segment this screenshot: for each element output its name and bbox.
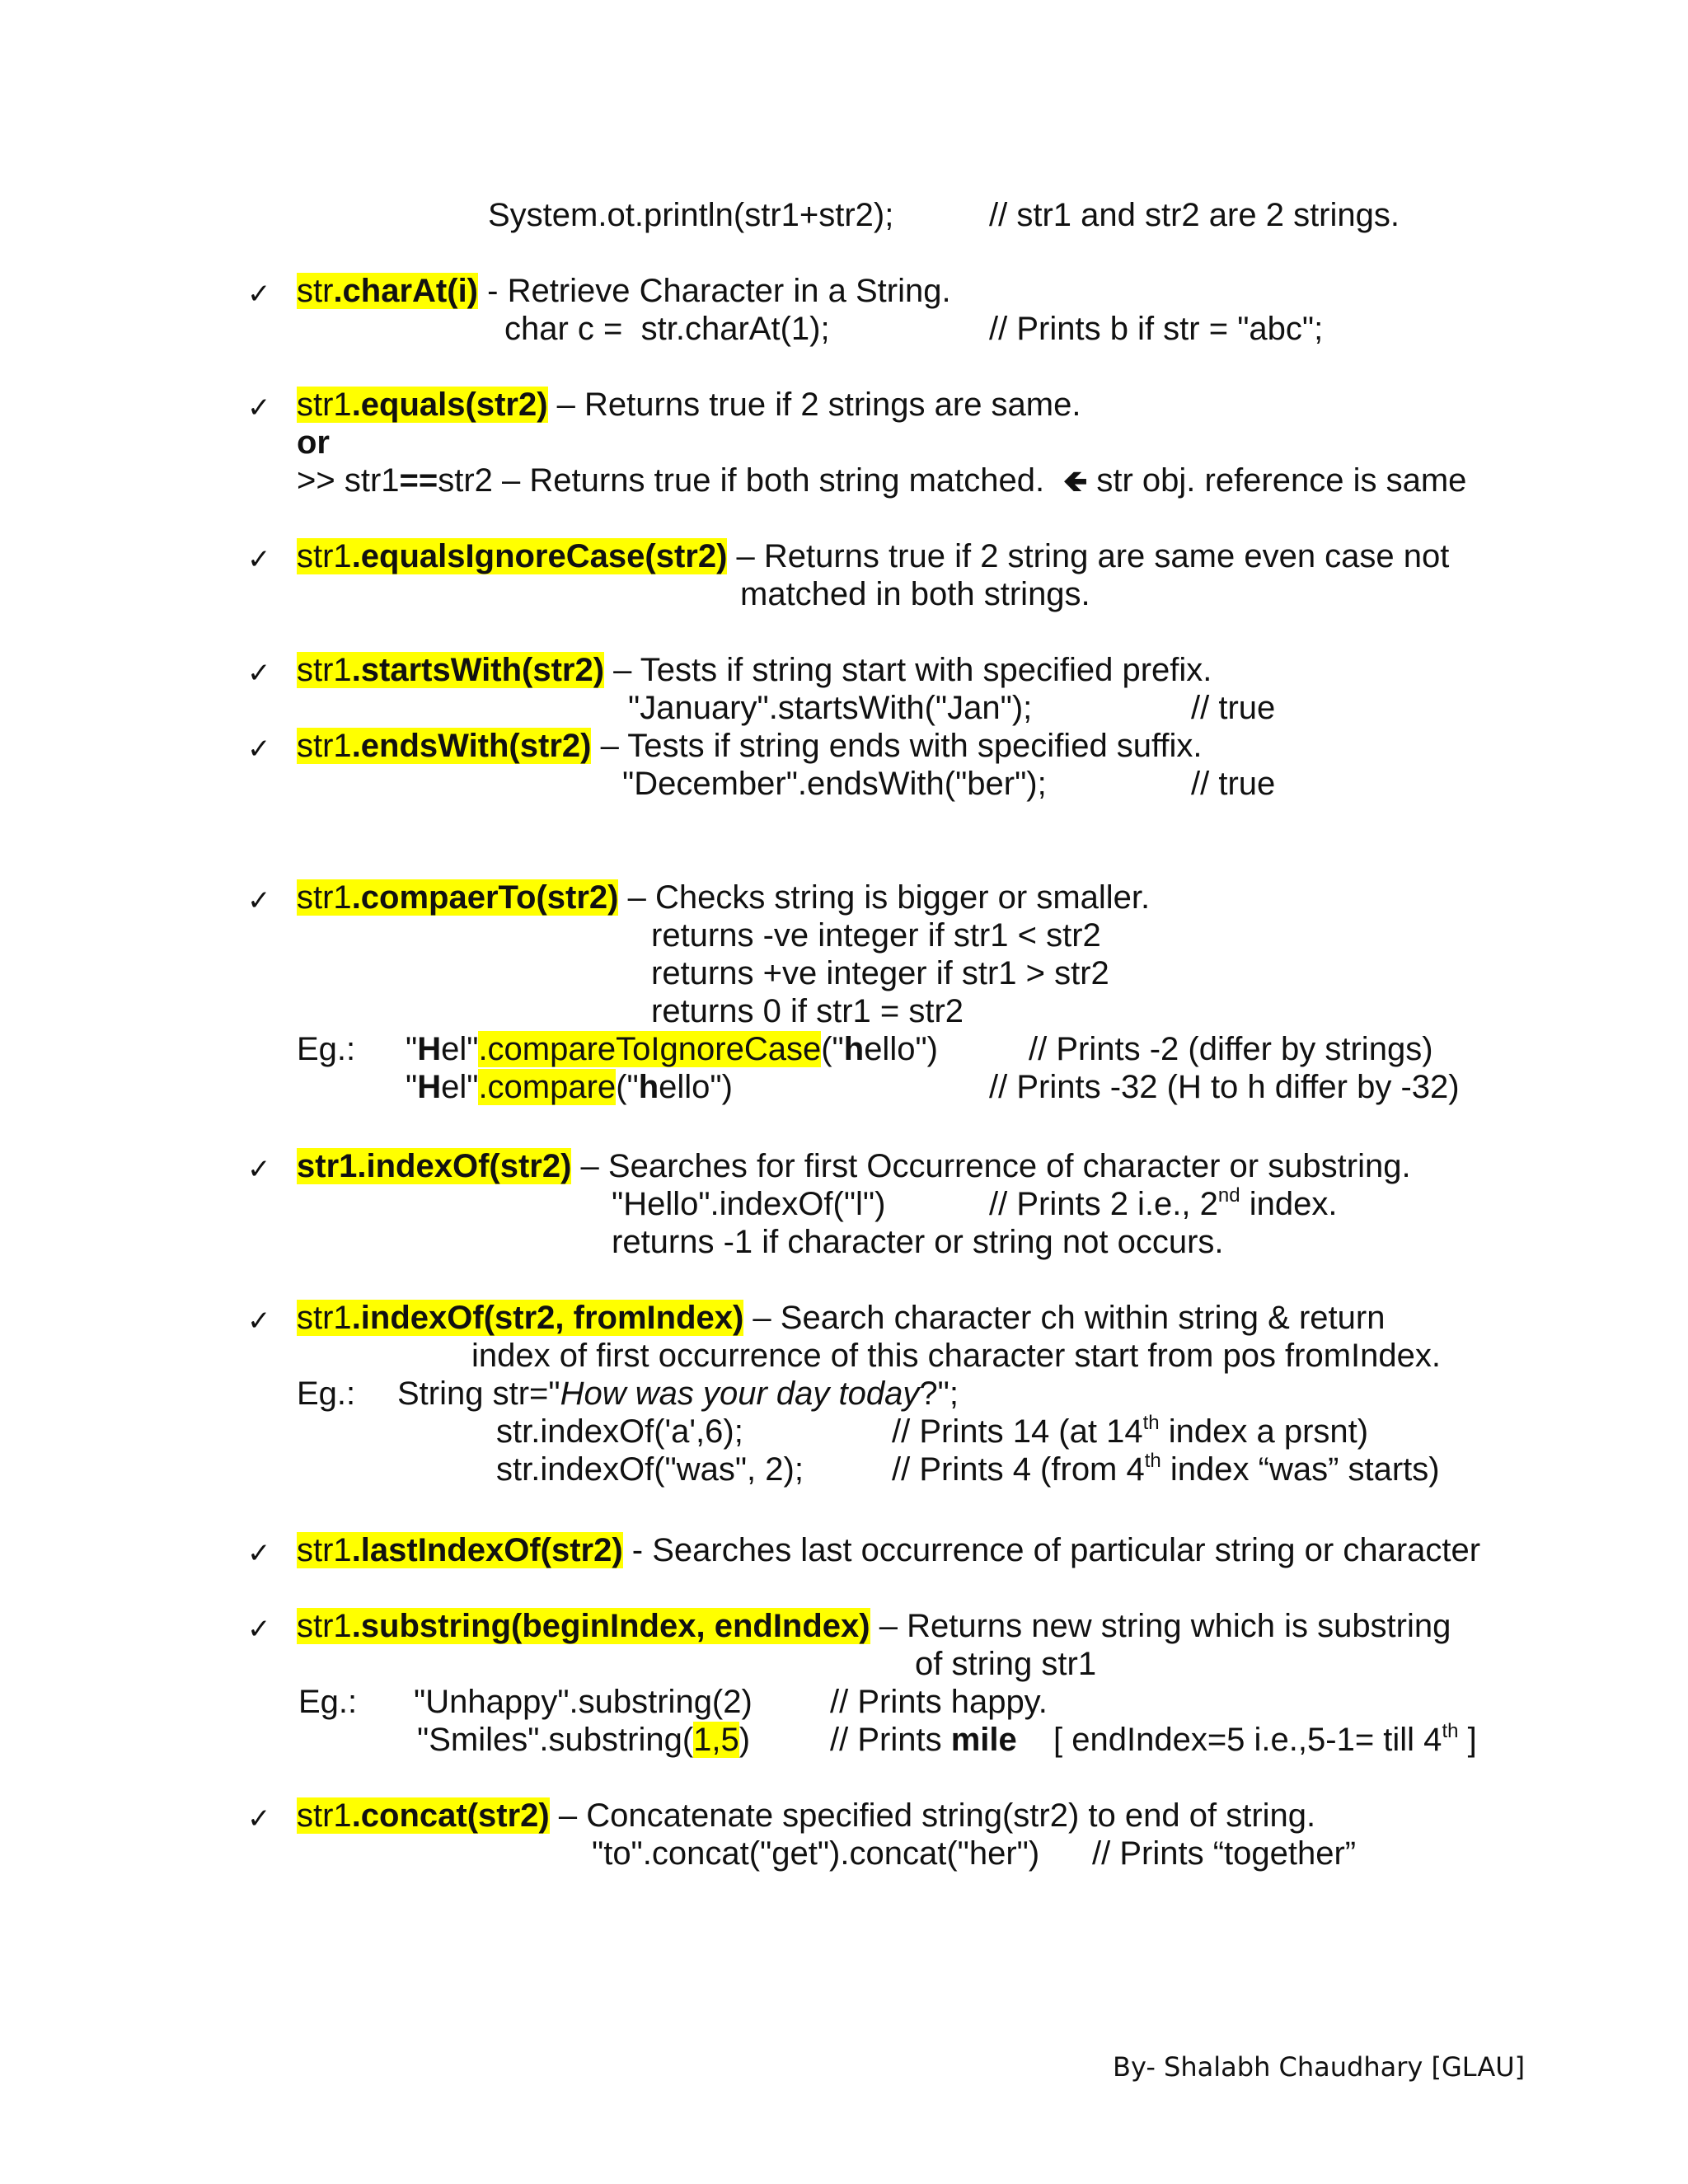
indexOf-example-comment	[989, 1185, 1337, 1223]
check-icon: ✓	[247, 1613, 271, 1646]
concat-heading	[297, 1797, 1315, 1835]
endsWith-example-code: "December".endsWith("ber");	[622, 766, 1047, 802]
substring-example-2-code	[417, 1721, 750, 1759]
superscript: th	[1442, 1720, 1459, 1742]
endsWith-prefix: str1	[297, 728, 352, 764]
highlighted-method: .compare	[478, 1069, 617, 1105]
bold-char: h	[843, 1031, 865, 1067]
code-text: ?";	[919, 1376, 959, 1412]
startsWith-desc: – Tests if string start with specified prefix.	[604, 652, 1212, 688]
indexOf-desc: – Searches for first Occurrence of character or substring.	[571, 1148, 1411, 1184]
substring-desc-cont: of string str1	[915, 1646, 1097, 1682]
substring-prefix: str1	[297, 1608, 352, 1644]
compareTo-heading	[297, 879, 1150, 916]
startsWith-example-comment: // true	[1191, 690, 1276, 726]
superscript: th	[1144, 1450, 1161, 1472]
endsWith-example-comment: // true	[1191, 766, 1276, 802]
substring-example-1-code: "Unhappy".substring(2)	[414, 1684, 753, 1720]
compareTo-example-1-comment: // Prints -2 (differ by strings)	[1029, 1031, 1433, 1067]
compareTo-eg-label: Eg.:	[297, 1031, 356, 1067]
substring-example-2-comment	[830, 1721, 1017, 1759]
check-icon: ✓	[247, 1305, 271, 1338]
compareTo-return-zero: returns 0 if str1 = str2	[651, 993, 964, 1029]
equals-method: .equals(str2)	[351, 387, 548, 423]
equals-heading	[297, 386, 1081, 424]
lastIndexOf-prefix: str1	[297, 1532, 352, 1568]
indexOfFrom-example-2-comment	[892, 1451, 1440, 1488]
startsWith-prefix: str1	[297, 652, 352, 688]
indexOfFrom-eg-label: Eg.:	[297, 1376, 356, 1412]
equals-prefix: str1	[297, 387, 352, 423]
compareTo-example-1	[406, 1030, 938, 1068]
bold-char: H	[417, 1069, 442, 1105]
substring-eg-label: Eg.:	[298, 1684, 358, 1720]
equals-desc: – Returns true if 2 strings are same.	[547, 387, 1081, 423]
charAt-heading	[297, 272, 951, 310]
startsWith-method: .startsWith(str2)	[351, 652, 605, 688]
indexOf-method: str1.indexOf(str2)	[297, 1148, 572, 1184]
indexOfFrom-heading	[297, 1299, 1385, 1337]
indexOfFrom-method: .indexOf(str2, fromIndex)	[351, 1300, 744, 1336]
equals-alt-operator: ==	[399, 462, 438, 499]
superscript: nd	[1217, 1184, 1240, 1207]
concat-example-comment: // Prints “together”	[1092, 1835, 1357, 1872]
indexOf-heading	[297, 1147, 1411, 1185]
concat-prefix: str1	[297, 1797, 352, 1834]
lastIndexOf-method: .lastIndexOf(str2)	[351, 1532, 623, 1568]
charAt-desc: - Retrieve Character in a String.	[478, 273, 951, 309]
comment-text: index a prsnt)	[1159, 1413, 1369, 1450]
bold-result: mile	[950, 1722, 1017, 1758]
equals-alt-prefix: >> str1	[297, 462, 400, 499]
startsWith-example-code: "January".startsWith("Jan");	[628, 690, 1033, 726]
check-icon: ✓	[247, 1537, 271, 1570]
equals-note-text: str obj. reference is same	[1087, 462, 1467, 499]
substring-desc: – Returns new string which is substring	[870, 1608, 1451, 1644]
quote: "	[406, 1069, 418, 1105]
compareTo-prefix: str1	[297, 879, 352, 916]
charAt-example-code: char c = str.charAt(1);	[504, 311, 830, 347]
author-footer: By- Shalabh Chaudhary [GLAU]	[1113, 2051, 1526, 2083]
charAt-method: .charAt(i)	[333, 273, 479, 309]
check-icon: ✓	[247, 657, 271, 690]
note-text: [ endIndex=5 i.e.,5-1= till 4	[1053, 1722, 1442, 1758]
highlighted-args: 1,5	[693, 1722, 739, 1758]
highlighted-method: .compareToIgnoreCase	[478, 1031, 822, 1067]
bold-char: h	[638, 1069, 659, 1105]
concat-desc: – Concatenate specified string(str2) to end of string.	[549, 1797, 1316, 1834]
indexOfFrom-example-2-code: str.indexOf("was", 2);	[496, 1451, 804, 1488]
text: ello")	[659, 1069, 733, 1105]
quote: "	[406, 1031, 418, 1067]
startsWith-heading	[297, 651, 1212, 689]
compareTo-desc: – Checks string is bigger or smaller.	[618, 879, 1151, 916]
indexOfFrom-desc: – Search character ch within string & return	[743, 1300, 1386, 1336]
equals-or: or	[297, 424, 330, 461]
indexOfFrom-example-1-code: str.indexOf('a',6);	[496, 1413, 743, 1450]
indexOfFrom-declaration	[397, 1375, 959, 1413]
substring-heading	[297, 1607, 1451, 1645]
indexOfFrom-example-1-comment	[892, 1413, 1368, 1451]
text: el"	[441, 1031, 479, 1067]
code-text: )	[738, 1722, 751, 1758]
substring-example-1-comment: // Prints happy.	[830, 1684, 1048, 1720]
check-icon: ✓	[247, 733, 271, 766]
indexOfFrom-prefix: str1	[297, 1300, 352, 1336]
comment-text: // Prints 4 (from 4	[892, 1451, 1145, 1488]
code-text: String str="	[397, 1376, 560, 1412]
compareTo-return-negative: returns -ve integer if str1 < str2	[651, 917, 1101, 954]
check-icon: ✓	[247, 1802, 271, 1835]
indexOf-example-code: "Hello".indexOf("l")	[612, 1186, 886, 1222]
endsWith-desc: – Tests if string ends with specified suffix.	[591, 728, 1203, 764]
equals-note	[1063, 462, 1466, 501]
left-arrow-icon: 🡸	[1063, 465, 1088, 499]
charAt-prefix: str	[297, 273, 334, 309]
text: ello")	[864, 1031, 938, 1067]
equalsIgnoreCase-heading	[297, 537, 1449, 575]
equals-alt-desc: str2 – Returns true if both string matched.	[438, 462, 1045, 499]
intro-comment: // str1 and str2 are 2 strings.	[989, 197, 1400, 233]
equalsIgnoreCase-prefix: str1	[297, 538, 352, 574]
endsWith-heading	[297, 727, 1203, 765]
concat-method: .concat(str2)	[351, 1797, 550, 1834]
equalsIgnoreCase-desc-cont: matched in both strings.	[740, 576, 1090, 612]
text: ("	[821, 1031, 844, 1067]
bold-char: H	[417, 1031, 442, 1067]
check-icon: ✓	[247, 278, 271, 311]
equalsIgnoreCase-method: .equalsIgnoreCase(str2)	[351, 538, 728, 574]
compareTo-example-2	[406, 1068, 733, 1106]
equals-alt-line	[297, 462, 1044, 499]
substring-example-2-note	[1053, 1721, 1477, 1759]
compareTo-method: .compaerTo(str2)	[351, 879, 619, 916]
equalsIgnoreCase-desc: – Returns true if 2 string are same even case not	[727, 538, 1450, 574]
lastIndexOf-desc: - Searches last occurrence of particular string or character	[622, 1532, 1481, 1568]
italic-string: How was your day today	[560, 1376, 920, 1412]
check-icon: ✓	[247, 391, 271, 424]
intro-code: System.ot.println(str1+str2);	[488, 197, 894, 233]
comment-text: // Prints 2 i.e., 2	[989, 1186, 1218, 1222]
text: el"	[441, 1069, 479, 1105]
indexOfFrom-desc-cont: index of first occurrence of this character start from pos fromIndex.	[471, 1338, 1442, 1374]
charAt-example-comment: // Prints b if str = "abc";	[989, 311, 1324, 347]
comment-text: index.	[1240, 1186, 1338, 1222]
endsWith-method: .endsWith(str2)	[351, 728, 592, 764]
compareTo-example-2-comment: // Prints -32 (H to h differ by -32)	[989, 1069, 1460, 1105]
compareTo-return-positive: returns +ve integer if str1 > str2	[651, 955, 1109, 991]
text: ("	[616, 1069, 639, 1105]
comment-text: // Prints 14 (at 14	[892, 1413, 1143, 1450]
superscript: th	[1142, 1412, 1160, 1434]
substring-method: .substring(beginIndex, endIndex)	[351, 1608, 870, 1644]
indexOf-note: returns -1 if character or string not occurs.	[612, 1224, 1224, 1260]
comment-text: index “was” starts)	[1160, 1451, 1440, 1488]
code-text: "Smiles".substring(	[417, 1722, 694, 1758]
lastIndexOf-heading	[297, 1531, 1480, 1569]
concat-example-code: "to".concat("get").concat("her")	[592, 1835, 1040, 1872]
comment-text: // Prints	[830, 1722, 951, 1758]
note-text: ]	[1458, 1722, 1477, 1758]
check-icon: ✓	[247, 884, 271, 917]
check-icon: ✓	[247, 543, 271, 576]
check-icon: ✓	[247, 1153, 271, 1186]
